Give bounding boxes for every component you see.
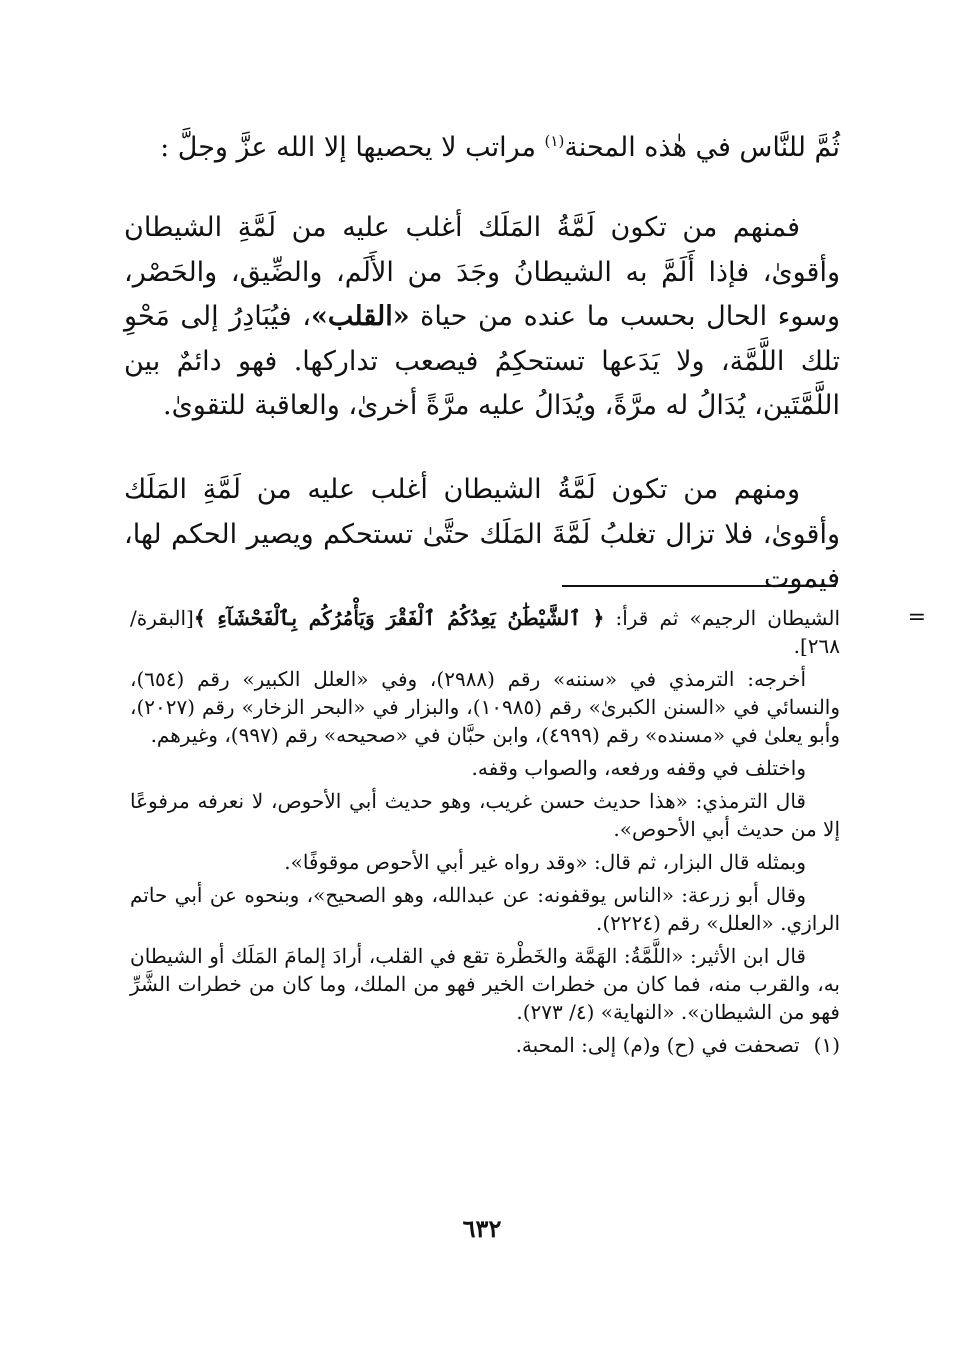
footnote-1-number: (١) <box>813 1033 840 1057</box>
paragraph-2-text: ومنهم من تكون لَمَّةُ الشيطان أغلب عليه من لَمَّةِ المَلَك وأقوىٰ، فلا تزال تغلبُ لَمَّةَ المَلَك حتَّىٰ تستحكم ويصير الحكم لها، فيموت <box>124 474 840 594</box>
footnote-ikhtilaf: واختلف في وقفه ورفعه، والصواب وقفه. <box>471 756 806 780</box>
quran-reference: [البقرة/ ٢٦٨]. <box>130 606 840 658</box>
footnotes-section <box>130 604 926 1064</box>
footnote-bazzar: وبمثله قال البزار، ثم قال: «وقد رواه غير أبي الأحوص موقوفًا». <box>284 850 806 874</box>
paragraph-1 <box>124 206 840 429</box>
footnote-separator <box>562 585 836 587</box>
footnote-ibn-athir: قال ابن الأثير: «اللَّمَّةُ: الهَمَّة والخَطْرة تقع في القلب، أرادَ إلمامَ المَلَك أو الشيطان به، والقرب منه، فما كان من خطرات الخير فهو من الملك، وما كان من خطرات الشَّرِّ فهو من الشيطان». «النهاية» (٤/ ٢٧٣). <box>130 944 840 1024</box>
page-number: ٦٣٢ <box>462 1214 502 1243</box>
footnote-quote <box>130 604 840 660</box>
quran-verse: ﴿ ٱلشَّيْطَٰنُ يَعِدُكُمُ ٱلْفَقْرَ وَيَأْمُرُكُم بِٱلْفَحْشَآءِ ﴾ <box>193 606 605 630</box>
footnote-1-text: تصحفت في (ح) و(م) إلى: المحبة. <box>515 1033 800 1057</box>
paragraph-1-text <box>124 206 840 429</box>
bold-term: «القلب» <box>311 301 410 332</box>
footnote-tirmidhi: قال الترمذي: «هذا حديث حسن غريب، وهو حديث أبي الأحوص، لا نعرفه مرفوعًا إلا من حديث أبي الأحوص». <box>130 789 840 841</box>
intro-text-continued: مراتب لا يحصيها إلا الله عزَّ وجلَّ : <box>160 132 545 163</box>
intro-line <box>124 128 840 168</box>
footnote-1 <box>130 1031 840 1059</box>
footnote-reference[interactable]: (١) <box>544 132 565 150</box>
quote-intro: الشيطان الرجيم» ثم قرأ: <box>604 606 840 630</box>
paragraph-1-part-2: ، فيُبَادِرُ إلى مَحْوِ تلك اللَّمَّة، ولا يَدَعها تستحكِمُ فيصعب تداركها. فهو دائمٌ بين اللَّمَّتَين، يُدَالُ له مرَّةً، ويُدَالُ عليه مرَّةً أخرىٰ، والعاقبة للتقوىٰ. <box>124 301 840 421</box>
footnote-takhrij: أخرجه: الترمذي في «سننه» رقم (٢٩٨٨)، وفي «العلل الكبير» رقم (٦٥٤)، والنسائي في «السنن الكبرىٰ» رقم (١٠٩٨٥)، والبزار في «البحر الزخار» رقم (٢٠٢٧)، وأبو يعلىٰ في «مسنده» رقم (٤٩٩٩)، وابن حبَّان في «صحيحه» رقم (٩٩٧)، وغيرهم. <box>130 667 841 747</box>
intro-text: ثُمَّ للنَّاس في هٰذه المحنة <box>564 132 840 163</box>
intro-sentence <box>124 128 840 168</box>
footnote-continuation-mark: = <box>907 605 926 630</box>
paragraph-1-part-1: فمنهم من تكون لَمَّةُ المَلَك أغلب عليه من لَمَّةِ الشيطان وأقوىٰ، فإذا أَلَمَّ به الشيطانُ وجَدَ من الأَلَم، والضِّيق، والحَصْر، وسوء الحال بحسب ما عنده من حياة <box>124 212 840 332</box>
paragraph-2 <box>124 468 840 602</box>
footnote-abu-zura: وقال أبو زرعة: «الناس يوقفونه: عن عبدالله، وهو الصحيح»، وبنحوه عن أبي حاتم الرازي. «العلل» رقم (٢٢٢٤). <box>130 883 840 935</box>
